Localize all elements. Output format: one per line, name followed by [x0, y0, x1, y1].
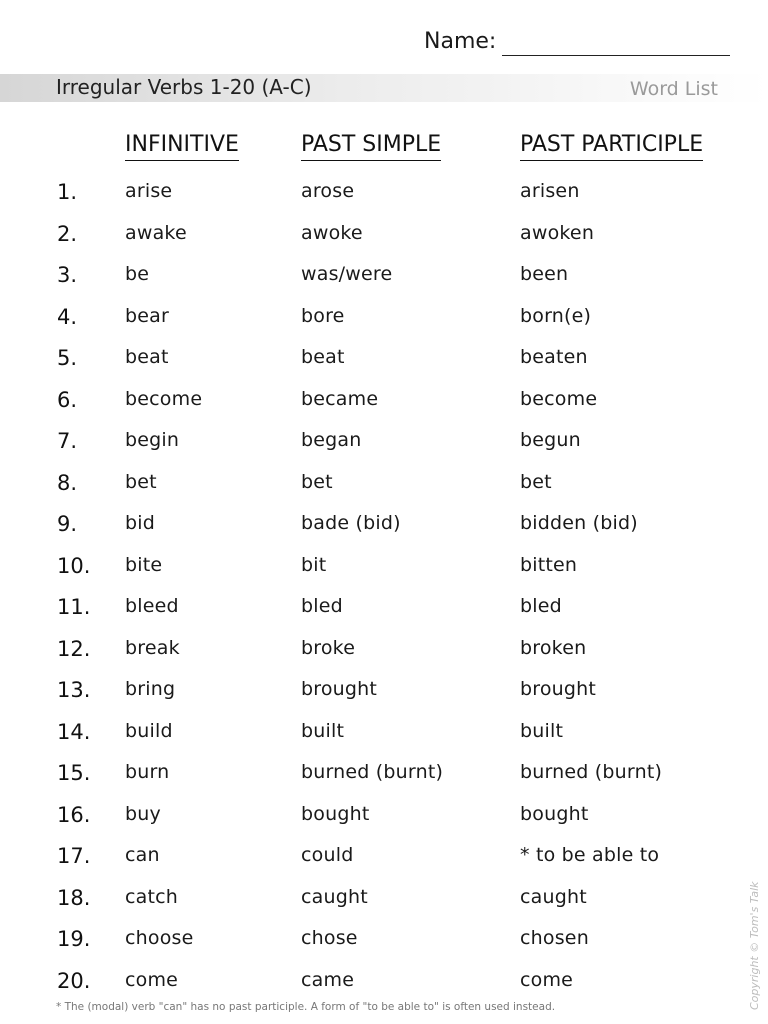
- verb-row: [0, 836, 768, 878]
- past-participle-cell: bought: [520, 802, 589, 825]
- past-simple-cell: built: [301, 719, 345, 742]
- infinitive-cell: beat: [125, 346, 169, 368]
- infinitive-cell: awake: [125, 221, 187, 244]
- infinitive-cell: build: [125, 719, 173, 742]
- past-participle-cell: * to be able to: [520, 844, 660, 866]
- page-title: Irregular Verbs 1-20 (A-C): [56, 75, 312, 99]
- past-participle-cell: been: [520, 263, 569, 285]
- past-participle-cell: beaten: [520, 346, 588, 368]
- verb-number: 16.: [57, 802, 91, 827]
- verb-number: 4.: [57, 304, 78, 329]
- past-participle-cell: bidden (bid): [520, 512, 638, 534]
- column-header-past-simple: PAST SIMPLE: [301, 130, 441, 161]
- verb-number: 9.: [57, 512, 78, 536]
- infinitive-cell: be: [125, 263, 150, 285]
- verb-number: 20.: [57, 968, 91, 993]
- past-participle-cell: caught: [520, 885, 587, 908]
- verb-number: 8.: [57, 470, 78, 495]
- past-simple-cell: came: [301, 968, 355, 991]
- verb-row: [0, 587, 768, 629]
- verb-row: [0, 795, 768, 837]
- verb-row: [0, 463, 768, 505]
- past-participle-cell: become: [520, 387, 598, 410]
- verb-number: 14.: [57, 719, 91, 744]
- infinitive-cell: catch: [125, 885, 179, 908]
- verb-row: [0, 919, 768, 961]
- past-simple-cell: bought: [301, 802, 370, 825]
- past-simple-cell: arose: [301, 180, 355, 202]
- infinitive-cell: burn: [125, 761, 170, 783]
- verb-row: [0, 380, 768, 422]
- past-participle-cell: brought: [520, 678, 597, 700]
- verb-number: 3.: [57, 263, 78, 287]
- verb-number: 18.: [57, 885, 91, 910]
- verb-number: 12.: [57, 636, 91, 661]
- verb-row: [0, 214, 768, 256]
- verb-row: [0, 753, 768, 795]
- infinitive-cell: bear: [125, 304, 170, 327]
- verb-number: 5.: [57, 346, 78, 370]
- verb-row: [0, 338, 768, 380]
- verb-number: 17.: [57, 844, 91, 868]
- verb-number: 2.: [57, 221, 78, 246]
- infinitive-cell: can: [125, 844, 160, 866]
- past-simple-cell: awoke: [301, 221, 363, 244]
- verb-number: 6.: [57, 387, 78, 412]
- past-simple-cell: could: [301, 844, 354, 866]
- name-label: Name:: [424, 29, 497, 54]
- past-simple-cell: broke: [301, 636, 356, 659]
- past-simple-cell: became: [301, 387, 379, 410]
- verb-row: [0, 712, 768, 754]
- name-blank-line: [502, 33, 730, 56]
- past-simple-cell: bet: [301, 470, 333, 493]
- verb-row: [0, 878, 768, 920]
- verb-number: 10.: [57, 553, 91, 578]
- past-participle-cell: bet: [520, 470, 552, 493]
- past-participle-cell: burned (burnt): [520, 761, 663, 783]
- past-simple-cell: bade (bid): [301, 512, 401, 534]
- infinitive-cell: bleed: [125, 595, 179, 617]
- verb-row: [0, 629, 768, 671]
- verb-row: [0, 421, 768, 463]
- verb-number: 15.: [57, 761, 91, 785]
- past-participle-cell: come: [520, 968, 574, 991]
- past-simple-cell: bore: [301, 304, 345, 327]
- past-simple-cell: bled: [301, 595, 343, 617]
- verb-row: [0, 546, 768, 588]
- past-participle-cell: born(e): [520, 304, 592, 327]
- infinitive-cell: bring: [125, 678, 176, 700]
- past-simple-cell: chose: [301, 927, 358, 949]
- infinitive-cell: bid: [125, 512, 155, 534]
- verb-row: [0, 255, 768, 297]
- infinitive-cell: choose: [125, 927, 194, 949]
- past-participle-cell: arisen: [520, 180, 580, 202]
- infinitive-cell: buy: [125, 802, 161, 825]
- past-participle-cell: built: [520, 719, 564, 742]
- verb-row: [0, 961, 768, 1003]
- column-header-past-participle: PAST PARTICIPLE: [520, 130, 703, 161]
- infinitive-cell: become: [125, 387, 203, 410]
- word-list-label: Word List: [629, 78, 718, 100]
- past-simple-cell: began: [301, 429, 362, 451]
- past-simple-cell: bit: [301, 553, 327, 576]
- verb-number: 13.: [57, 678, 91, 702]
- footnote: * The (modal) verb "can" has no past participle. A form of "to be able to" is often used instead.: [56, 1001, 556, 1013]
- verb-row: [0, 172, 768, 214]
- copyright-watermark: Copyright © Tom's Talk: [748, 881, 761, 1010]
- verb-number: 1.: [57, 180, 78, 204]
- infinitive-cell: break: [125, 636, 180, 659]
- verb-number: 19.: [57, 927, 91, 951]
- past-simple-cell: caught: [301, 885, 368, 908]
- column-header-infinitive: INFINITIVE: [125, 130, 239, 161]
- past-simple-cell: burned (burnt): [301, 761, 444, 783]
- verb-number: 11.: [57, 595, 91, 619]
- infinitive-cell: arise: [125, 180, 173, 202]
- past-simple-cell: was/were: [301, 263, 393, 285]
- past-simple-cell: brought: [301, 678, 378, 700]
- verb-row: [0, 670, 768, 712]
- past-participle-cell: chosen: [520, 927, 589, 949]
- past-participle-cell: begun: [520, 429, 581, 451]
- infinitive-cell: bet: [125, 470, 157, 493]
- name-row: [424, 28, 730, 56]
- verb-row: [0, 504, 768, 546]
- past-simple-cell: beat: [301, 346, 345, 368]
- past-participle-cell: broken: [520, 636, 587, 659]
- infinitive-cell: come: [125, 968, 179, 991]
- verb-list: [0, 172, 768, 1002]
- verb-number: 7.: [57, 429, 78, 453]
- infinitive-cell: begin: [125, 429, 180, 451]
- infinitive-cell: bite: [125, 553, 163, 576]
- past-participle-cell: bled: [520, 595, 562, 617]
- past-participle-cell: awoken: [520, 221, 595, 244]
- verb-row: [0, 297, 768, 339]
- past-participle-cell: bitten: [520, 553, 578, 576]
